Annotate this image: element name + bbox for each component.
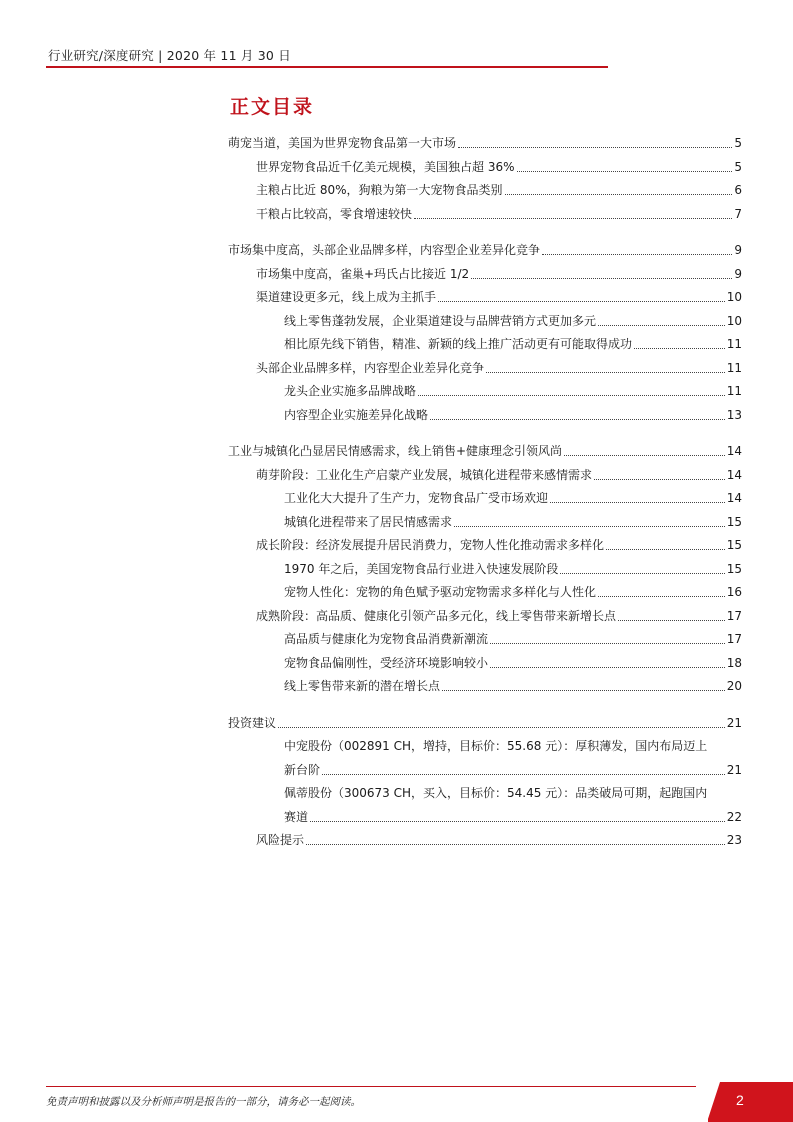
toc-entry-page: 6 bbox=[734, 183, 742, 197]
toc-entry-page: 7 bbox=[734, 206, 742, 221]
toc-entry-level-3[interactable] bbox=[284, 335, 742, 353]
toc-entry-level-2[interactable] bbox=[256, 831, 742, 849]
toc-leader-dots bbox=[550, 490, 725, 503]
toc-entry-title: 1970 年之后，美国宠物食品行业进入快速发展阶段 bbox=[284, 561, 559, 576]
toc-leader-dots bbox=[594, 467, 725, 480]
toc-leader-dots bbox=[618, 608, 725, 621]
toc-leader-dots bbox=[310, 809, 725, 822]
toc-entry-title: 宠物食品偏刚性，受经济环境影响较小 bbox=[284, 655, 489, 670]
toc-entry-level-3[interactable] bbox=[284, 677, 742, 695]
toc-entry-title: 线上零售带来新的潜在增长点 bbox=[284, 679, 441, 693]
toc-leader-dots bbox=[486, 360, 725, 373]
toc-entry-page: 15 bbox=[726, 514, 742, 529]
toc-entry-page: 16 bbox=[726, 585, 742, 599]
toc-entry-title: 赛道 bbox=[284, 809, 309, 824]
toc-entry-page: 11 bbox=[726, 360, 742, 375]
toc-leader-dots bbox=[606, 537, 725, 550]
toc-leader-dots bbox=[278, 715, 725, 728]
toc-entry-page: 13 bbox=[726, 407, 742, 422]
toc-entry-page: 14 bbox=[726, 467, 742, 482]
footer-rule bbox=[46, 1086, 696, 1087]
toc-leader-dots bbox=[490, 655, 725, 668]
toc-entry-page: 21 bbox=[726, 762, 742, 777]
toc-entry-title: 风险提示 bbox=[256, 833, 305, 847]
toc-leader-dots bbox=[442, 678, 725, 691]
toc-entry-page: 22 bbox=[726, 809, 742, 824]
toc-leader-dots bbox=[505, 182, 733, 195]
toc-entry-level-2[interactable] bbox=[256, 205, 742, 223]
toc-leader-dots bbox=[430, 407, 725, 420]
toc-entry-page: 11 bbox=[726, 337, 742, 351]
toc-entry-level-2[interactable] bbox=[256, 158, 742, 176]
toc-entry-level-2[interactable] bbox=[256, 466, 742, 484]
toc-entry-level-3[interactable] bbox=[284, 583, 742, 601]
toc-leader-dots bbox=[438, 289, 725, 302]
toc-entry-title: 宠物人性化：宠物的角色赋予驱动宠物需求多样化与人性化 bbox=[284, 585, 597, 599]
toc-entry-page: 23 bbox=[726, 833, 742, 847]
toc-entry-page: 14 bbox=[726, 491, 742, 505]
toc-entry-title: 萌宠当道，美国为世界宠物食品第一大市场 bbox=[228, 136, 457, 150]
toc-entry-level-1[interactable] bbox=[228, 442, 742, 460]
toc-entry-level-3[interactable] bbox=[284, 489, 742, 507]
toc-leader-dots bbox=[458, 135, 732, 148]
toc-entry-title: 相比原先线下销售，精准、新颖的线上推广活动更有可能取得成功 bbox=[284, 337, 633, 351]
toc-leader-dots bbox=[598, 584, 725, 597]
toc-entry-level-3[interactable] bbox=[284, 406, 742, 424]
toc-entry-level-1[interactable] bbox=[228, 134, 742, 152]
toc-entry-page: 5 bbox=[734, 136, 742, 150]
page-number: 2 bbox=[736, 1092, 744, 1108]
toc-entry-level-2[interactable] bbox=[256, 359, 742, 377]
toc-leader-dots bbox=[490, 631, 725, 644]
toc-leader-dots bbox=[454, 514, 725, 527]
toc-entry-level-2[interactable] bbox=[256, 288, 742, 306]
toc-entry-level-3[interactable] bbox=[284, 312, 742, 330]
toc-entry-page: 14 bbox=[726, 444, 742, 458]
toc-entry-title: 工业化大大提升了生产力，宠物食品广受市场欢迎 bbox=[284, 491, 549, 505]
toc-entry-page: 10 bbox=[726, 290, 742, 304]
toc-leader-dots bbox=[418, 383, 725, 396]
toc-entry-title: 渠道建设更多元，线上成为主抓手 bbox=[256, 290, 437, 304]
toc-title: 正文目录 bbox=[230, 96, 315, 118]
toc-entry-level-3[interactable] bbox=[284, 808, 742, 826]
footer-disclaimer: 免责声明和披露以及分析师声明是报告的一部分，请务必一起阅读。 bbox=[46, 1096, 361, 1108]
toc-entry-title: 主粮占比近 80%，狗粮为第一大宠物食品类别 bbox=[256, 183, 503, 197]
toc-entry-title: 投资建议 bbox=[228, 715, 277, 730]
toc-leader-dots bbox=[560, 561, 724, 574]
toc-entry-level-3[interactable] bbox=[284, 382, 742, 400]
header-rule bbox=[46, 66, 608, 68]
toc-entry-title: 萌芽阶段：工业化生产启蒙产业发展，城镇化进程带来感情需求 bbox=[256, 467, 593, 482]
toc-entry-level-3[interactable] bbox=[284, 560, 742, 578]
badge-slant-decoration bbox=[708, 1082, 720, 1122]
toc-entry-level-3[interactable] bbox=[284, 513, 742, 531]
toc-entry-level-1[interactable] bbox=[228, 241, 742, 259]
toc-entry-level-3[interactable] bbox=[284, 630, 742, 648]
toc-entry-page: 15 bbox=[726, 561, 742, 576]
toc-entry-lead: 中宠股份（002891 CH，增持，目标价：55.68 元）：厚积薄发，国内布局迈上 bbox=[284, 739, 708, 753]
toc-entry-page: 15 bbox=[726, 538, 742, 552]
toc-entry-page: 11 bbox=[726, 384, 742, 398]
toc-entry-level-3[interactable] bbox=[284, 761, 742, 779]
toc-leader-dots bbox=[306, 832, 725, 845]
toc-leader-dots bbox=[564, 443, 725, 456]
toc-entry-title: 高品质与健康化为宠物食品消费新潮流 bbox=[284, 632, 489, 646]
report-header: 行业研究/深度研究 | 2020 年 11 月 30 日 bbox=[48, 48, 291, 63]
toc-entry-title: 线上零售蓬勃发展，企业渠道建设与品牌营销方式更加多元 bbox=[284, 313, 597, 328]
toc-leader-dots bbox=[598, 313, 725, 326]
toc-entry-level-2[interactable] bbox=[256, 607, 742, 625]
toc-entry-title: 成熟阶段：高品质、健康化引领产品多元化，线上零售带来新增长点 bbox=[256, 608, 617, 623]
toc-entry-level-2[interactable] bbox=[256, 265, 742, 283]
toc-entry-level-1[interactable] bbox=[228, 714, 742, 732]
toc-entry-title: 城镇化进程带来了居民情感需求 bbox=[284, 514, 453, 529]
page-number-badge bbox=[708, 1082, 793, 1122]
toc-entry-page: 17 bbox=[726, 608, 742, 623]
toc-entry-page: 20 bbox=[726, 679, 742, 693]
toc-entry-title: 新台阶 bbox=[284, 762, 321, 777]
toc-entry-lead: 佩蒂股份（300673 CH，买入，目标价：54.45 元）：品类破局可期，起跑国内 bbox=[284, 786, 708, 800]
toc-entry-level-2[interactable] bbox=[256, 536, 742, 554]
toc-entry-title: 干粮占比较高，零食增速较快 bbox=[256, 206, 413, 221]
toc-entry-page: 5 bbox=[734, 159, 742, 174]
toc-entry-title: 龙头企业实施多品牌战略 bbox=[284, 384, 417, 398]
toc-entry-title: 工业与城镇化凸显居民情感需求，线上销售+健康理念引领风尚 bbox=[228, 444, 563, 458]
toc-entry-page: 17 bbox=[726, 632, 742, 646]
toc-entry-title: 市场集中度高，头部企业品牌多样，内容型企业差异化竞争 bbox=[228, 243, 541, 257]
toc-entry-level-2[interactable] bbox=[256, 181, 742, 199]
toc-entry-page: 21 bbox=[726, 715, 742, 730]
toc-leader-dots bbox=[517, 159, 733, 172]
toc-entry-title: 头部企业品牌多样，内容型企业差异化竞争 bbox=[256, 360, 485, 375]
toc-entry-level-3[interactable] bbox=[284, 654, 742, 672]
toc-entry-title: 市场集中度高，雀巢+玛氏占比接近 1/2 bbox=[256, 266, 470, 281]
toc-leader-dots bbox=[414, 206, 732, 219]
toc-leader-dots bbox=[542, 242, 732, 255]
toc-entry-title: 内容型企业实施差异化战略 bbox=[284, 407, 429, 422]
toc-leader-dots bbox=[634, 336, 725, 349]
toc-entry-page: 9 bbox=[734, 266, 742, 281]
toc-entry-title: 世界宠物食品近千亿美元规模，美国独占超 36% bbox=[256, 159, 515, 174]
toc-entry-page: 18 bbox=[726, 655, 742, 670]
toc-entry-page: 10 bbox=[726, 313, 742, 328]
toc-entry-page: 9 bbox=[734, 243, 742, 257]
toc-leader-dots bbox=[322, 762, 725, 775]
toc-entry-title: 成长阶段：经济发展提升居民消费力，宠物人性化推动需求多样化 bbox=[256, 538, 605, 552]
toc-leader-dots bbox=[471, 266, 732, 279]
